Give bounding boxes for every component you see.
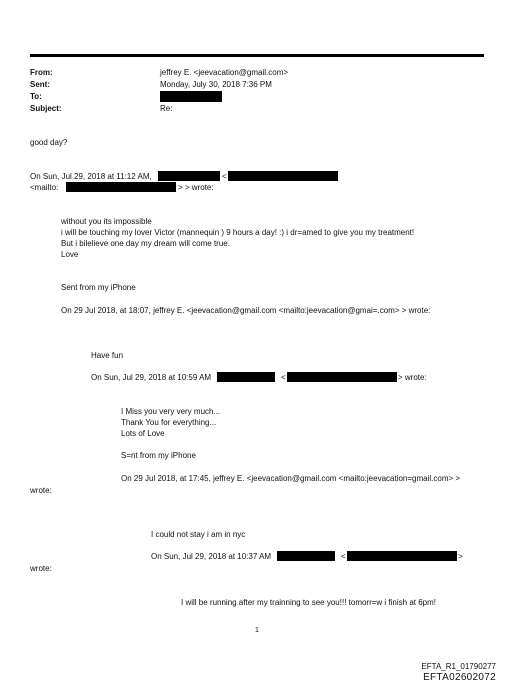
quote2-line: On 29 Jul 2018, at 18:07, jeffrey E. <jeevacation@gmail.com <mailto:jeevacation@gmai=.com> > wrote: [61,306,431,315]
sent-value: Monday, July 30, 2018 7:36 PM [160,80,272,89]
subject-value: Re: [160,104,173,113]
redaction-q5-name [277,551,335,561]
msg3-line1: I Miss you very very much... [121,407,221,416]
quote4-line: On 29 Jul 2018, at 17:45, jeffrey E. <jeevacation@gmail.com <mailto:jeevacation=gmail.com> > [121,474,461,483]
quote1-line2-prefix: <mailto: [30,183,59,192]
msg1-line3: But i bilelieve one day my dream will come true. [61,239,230,248]
opening-line: good day? [30,138,68,147]
redaction-q3-name [217,372,275,382]
sent-from-2: S=nt from my iPhone [121,451,196,460]
redaction-to [160,91,222,102]
quote1-lt: < [222,172,227,181]
redaction-q5-email [347,551,457,561]
subject-label: Subject: [30,104,62,113]
quote3-suffix: > wrote: [398,373,427,382]
msg1-line2: i will be touching my lover Victor (mannequin ) 9 hours a day! :) i dr=amed to give you my treatment! [61,228,415,237]
redaction-q1-email [228,171,338,181]
wrote-2: wrote: [30,564,52,573]
quote5-lt: < [341,552,346,561]
msg1-line4: Love [61,250,79,259]
sent-from-1: Sent from my iPhone [61,283,136,292]
from-label: From: [30,68,53,77]
bates-number-2: EFTA02602072 [423,672,496,683]
msg1-line1: without you its impossible [61,217,152,226]
msg5-line: I will be running after my trainning to see you!!! tomorr=w i finish at 6pm! [181,598,437,607]
quote5-gt: > [458,552,463,561]
msg3-line2: Thank You for everything... [121,418,217,427]
from-value: jeffrey E. <jeevacation@gmail.com> [160,68,289,77]
redaction-q3-email [287,372,397,382]
msg2-line: Have fun [91,351,124,360]
header-rule [30,54,484,57]
page-number: 1 [255,627,259,634]
sent-label: Sent: [30,80,50,89]
quote1-line2-suffix: > > wrote: [178,183,214,192]
quote3-prefix: On Sun, Jul 29, 2018 at 10:59 AM [91,373,212,382]
bates-number-1: EFTA_R1_01790277 [421,662,496,671]
quote1-line1: On Sun, Jul 29, 2018 at 11:12 AM, [30,172,152,181]
quote5-prefix: On Sun, Jul 29, 2018 at 10:37 AM [151,552,272,561]
to-label: To: [30,92,42,101]
redaction-q1-name [158,171,220,181]
msg3-line3: Lots of Love [121,429,165,438]
quote3-lt: < [281,373,286,382]
wrote-1: wrote: [30,486,52,495]
msg4-line: I could not stay i am in nyc [151,530,246,539]
redaction-q1-mailto [66,182,176,192]
